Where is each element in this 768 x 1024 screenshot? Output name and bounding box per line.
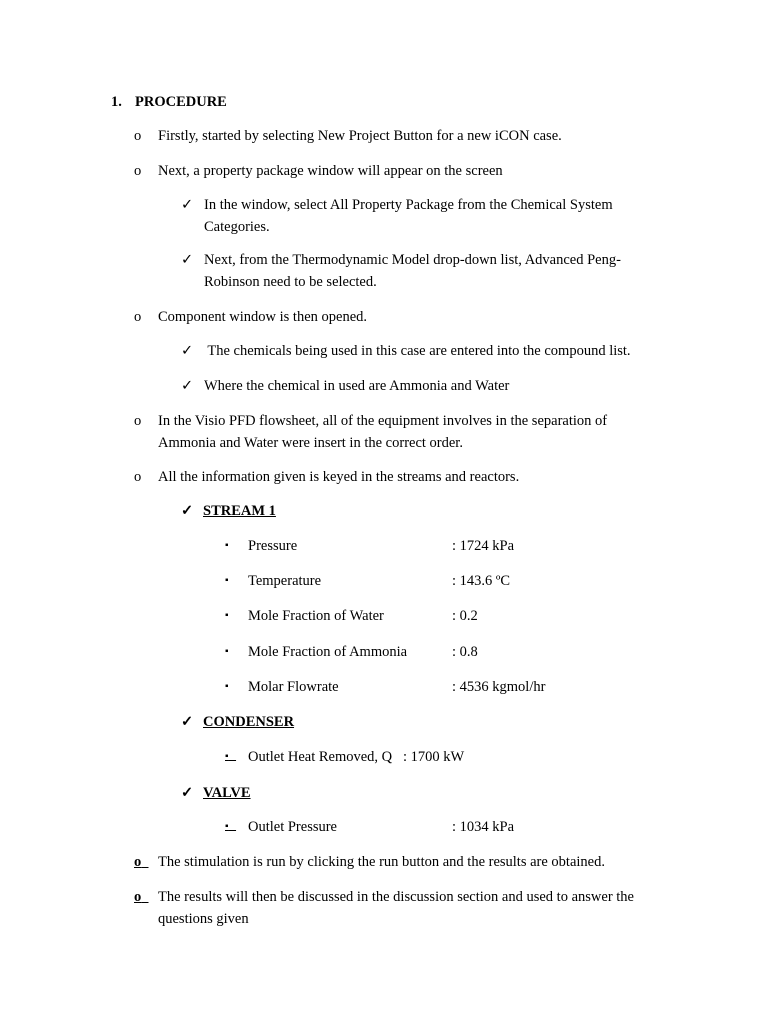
- check-icon: ✓: [181, 343, 194, 359]
- sub-list-item-text: The chemicals being used in this case are entered into the compound list.: [204, 343, 631, 359]
- condenser-title: CONDENSER: [203, 714, 295, 730]
- list-item-text: Firstly, started by selecting New Project Button for a new iCON case.: [158, 128, 562, 144]
- circle-bullet-icon: o: [134, 413, 142, 429]
- section-heading: [111, 93, 227, 111]
- square-bullet-icon: ▪: [225, 681, 229, 692]
- square-bullet-icon: ▪: [225, 610, 229, 621]
- property-value: : 4536 kgmol/hr: [452, 679, 546, 695]
- stream1-heading: [181, 502, 276, 520]
- list-item-text: questions given: [158, 911, 249, 927]
- list-item-text: Component window is then opened.: [158, 309, 368, 325]
- property-label: Molar Flowrate: [248, 679, 339, 695]
- valve-title: VALVE: [203, 785, 251, 801]
- property-value: : 143.6 ºC: [452, 573, 511, 589]
- property-label: Outlet Pressure: [248, 819, 337, 835]
- stream1-title: STREAM 1: [203, 503, 276, 519]
- property-value: : 0.8: [452, 644, 478, 660]
- condenser-heading: [181, 713, 294, 731]
- square-bullet-icon: ▪: [225, 540, 229, 551]
- valve-heading: [181, 784, 251, 802]
- circle-bullet-icon: o: [134, 889, 142, 905]
- list-item-text: The results will then be discussed in the discussion section and used to answer the: [158, 889, 634, 905]
- property-label: Outlet Heat Removed, Q : 1700 kW: [248, 749, 465, 765]
- sub-list-item-text: Next, from the Thermodynamic Model drop-down list, Advanced Peng-: [204, 252, 621, 268]
- property-label: Mole Fraction of Ammonia: [248, 644, 408, 660]
- list-item-text: Ammonia and Water were insert in the correct order.: [158, 435, 463, 451]
- property-label: Temperature: [248, 573, 322, 589]
- list-item-text: All the information given is keyed in the streams and reactors.: [158, 469, 520, 485]
- property-label: Pressure: [248, 538, 298, 554]
- circle-bullet-icon: o: [134, 128, 142, 144]
- circle-bullet-icon: o: [134, 163, 142, 179]
- heading-title: PROCEDURE: [135, 94, 227, 110]
- square-bullet-icon: ▪: [225, 751, 229, 762]
- property-label: Mole Fraction of Water: [248, 608, 384, 624]
- sub-list-item-text: Where the chemical in used are Ammonia and Water: [204, 378, 510, 394]
- sub-list-item-text: Robinson need to be selected.: [204, 274, 377, 290]
- square-bullet-icon: ▪: [225, 821, 229, 832]
- check-icon: ✓: [181, 714, 194, 730]
- square-bullet-icon: ▪: [225, 646, 229, 657]
- circle-bullet-icon: o: [134, 309, 142, 325]
- property-value: : 1724 kPa: [452, 538, 515, 554]
- sub-list-item-text: Categories.: [204, 219, 270, 235]
- check-icon: ✓: [181, 378, 194, 394]
- list-item-text: In the Visio PFD flowsheet, all of the equipment involves in the separation of: [158, 413, 608, 429]
- list-item-text: The stimulation is run by clicking the run button and the results are obtained.: [158, 854, 605, 870]
- check-icon: ✓: [181, 785, 194, 801]
- check-icon: ✓: [181, 503, 194, 519]
- check-icon: ✓: [181, 252, 194, 268]
- heading-number: 1.: [111, 94, 122, 110]
- property-value: : 1034 kPa: [452, 819, 515, 835]
- sub-list-item-text: In the window, select All Property Package from the Chemical System: [204, 197, 613, 213]
- list-item-text: Next, a property package window will appear on the screen: [158, 163, 503, 179]
- circle-bullet-icon: o: [134, 469, 142, 485]
- circle-bullet-icon: o: [134, 854, 142, 870]
- property-value: : 0.2: [452, 608, 478, 624]
- check-icon: ✓: [181, 197, 194, 213]
- square-bullet-icon: ▪: [225, 575, 229, 586]
